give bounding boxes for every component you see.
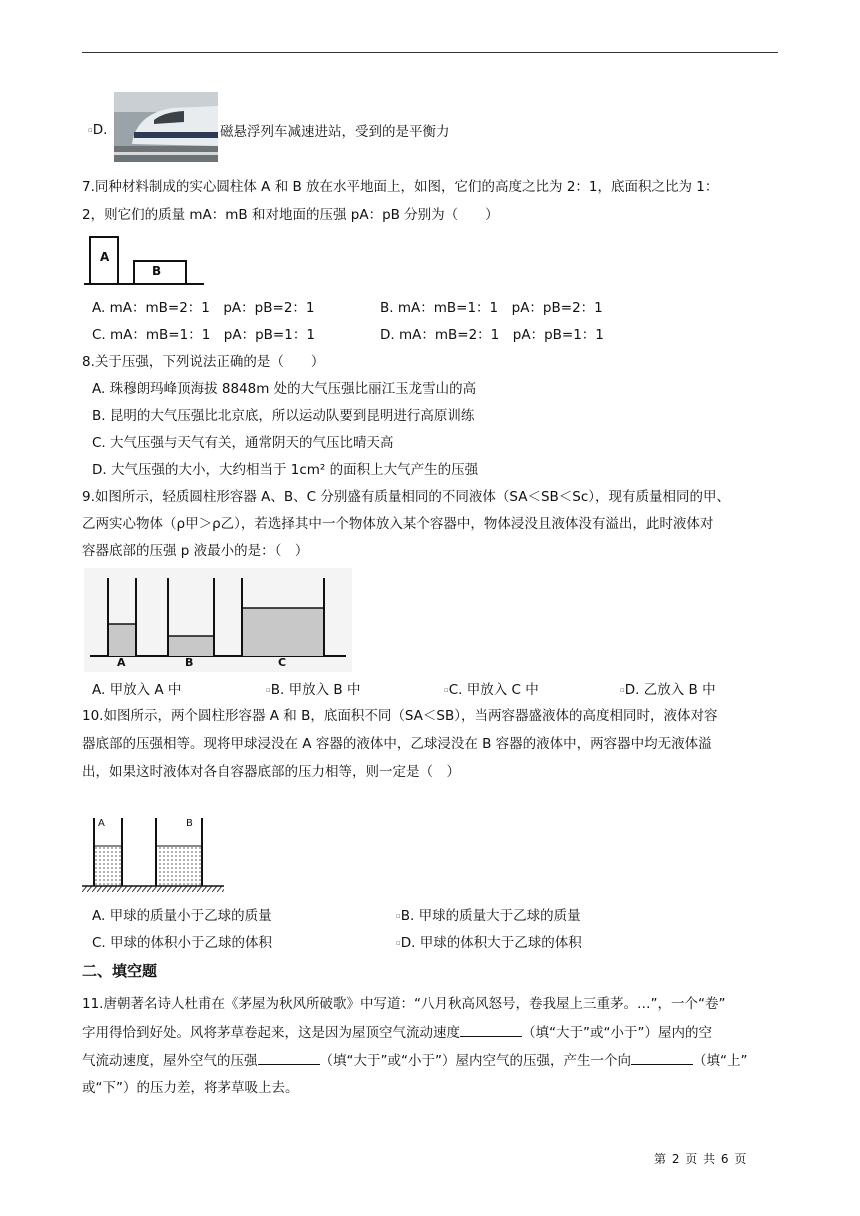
q7-stem-line2: 2，则它们的质量 mA：mB 和对地面的压强 pA：pB 分别为（ ） [82,207,499,223]
page-number: 第 2 页 共 6 页 [654,1152,748,1166]
q9-stem-line3: 容器底部的压强 p 液最小的是：（ ） [82,543,309,559]
q10-label-b: B [186,818,193,829]
q10-option-c[interactable]: C. 甲球的体积小于乙球的体积 [92,935,273,951]
q8-option-c[interactable]: C. 大气压强与天气有关，通常阴天的气压比晴天高 [92,435,394,451]
maglev-train-photo [114,92,218,162]
q9-option-b[interactable]: ▫B. 甲放入 B 中 [266,682,361,698]
q7-cylinders-figure [84,234,208,288]
q10-containers-figure [82,814,228,898]
q8-stem: 8.关于压强，下列说法正确的是（ ） [82,354,325,370]
q11-blank-2[interactable] [258,1050,320,1065]
q7-stem-line1: 7.同种材料制成的实心圆柱体 A 和 B 放在水平地面上，如图，它们的高度之比为 2：1，底面积之比为 1： [82,179,719,195]
q7-option-c[interactable]: C. mA：mB=1：1 pA：pB=1：1 [92,327,315,343]
q9-option-a[interactable]: A. 甲放入 A 中 [92,682,182,698]
q10-stem-line2: 器底部的压强相等。现将甲球浸没在 A 容器的液体中，乙球浸没在 B 容器的液体中，两容器中均无液体溢 [82,736,712,752]
q7-option-d[interactable]: D. mA：mB=2：1 pA：pB=1：1 [380,327,604,343]
q10-stem-line3: 出，如果这时液体对各自容器底部的压力相等，则一定是（ ） [82,764,460,780]
q6-option-d-label: ▫D. [88,122,108,138]
q9-option-c[interactable]: ▫C. 甲放入 C 中 [444,682,539,698]
q9-stem-line2: 乙两实心物体（ρ甲＞ρ乙），若选择其中一个物体放入某个容器中，物体浸没且液体没有溢出，此时液体对 [82,516,714,532]
q10-label-a: A [98,818,105,829]
section-heading-fill-in: 二、填空题 [82,962,158,980]
q11-blank-1[interactable] [460,1022,522,1037]
q11-blank-3[interactable] [631,1050,693,1065]
q10-option-b[interactable]: ▫B. 甲球的质量大于乙球的质量 [396,908,581,924]
q11-stem-line1: 11.唐朝著名诗人杜甫在《茅屋为秋风所破歌》中写道：“八月秋高风怒号，卷我屋上三重茅。…”，一个“卷” [82,996,726,1012]
header-rule [82,52,778,53]
q7-option-a[interactable]: A. mA：mB=2：1 pA：pB=2：1 [92,300,315,316]
q6-option-d-text: 磁悬浮列车减速进站，受到的是平衡力 [220,124,450,140]
q9-stem-line1: 9.如图所示，轻质圆柱形容器 A、B、C 分别盛有质量相同的不同液体（SA＜SB＜Sc），现有质量相同的甲、 [82,489,731,505]
q11-stem-line3: 气流动速度，屋外空气的压强 （填“大于”或“小于”）屋内空气的压强，产生一个向 （填“上” [82,1050,747,1071]
q8-option-a[interactable]: A. 珠穆朗玛峰顶海拔 8848m 处的大气压强比丽江玉龙雪山的高 [92,381,477,397]
q7-label-a: A [100,250,110,264]
q9-option-d[interactable]: ▫D. 乙放入 B 中 [620,682,716,698]
q9-label-c: C [278,656,287,669]
q7-label-b: B [152,264,162,278]
q10-stem-line1: 10.如图所示，两个圆柱形容器 A 和 B，底面积不同（SA＜SB），当两容器盛液体的高度相同时，液体对容 [82,708,718,724]
q10-option-a[interactable]: A. 甲球的质量小于乙球的质量 [92,908,272,924]
q8-option-d[interactable]: D. 大气压强的大小，大约相当于 1cm² 的面积上大气产生的压强 [92,462,479,478]
q8-option-b[interactable]: B. 昆明的大气压强比北京底，所以运动队要到昆明进行高原训练 [92,408,475,424]
q9-containers-figure [84,568,352,672]
q9-label-b: B [185,656,194,669]
q9-label-a: A [117,656,126,669]
q11-stem-line2: 字用得恰到好处。风将茅草卷起来，这是因为屋顶空气流动速度 （填“大于”或“小于”）屋内的空 [82,1022,712,1043]
q11-stem-line4: 或“下”）的压力差，将茅草吸上去。 [82,1080,299,1096]
q7-option-b[interactable]: B. mA：mB=1：1 pA：pB=2：1 [380,300,603,316]
q10-option-d[interactable]: ▫D. 甲球的体积大于乙球的体积 [396,935,582,951]
